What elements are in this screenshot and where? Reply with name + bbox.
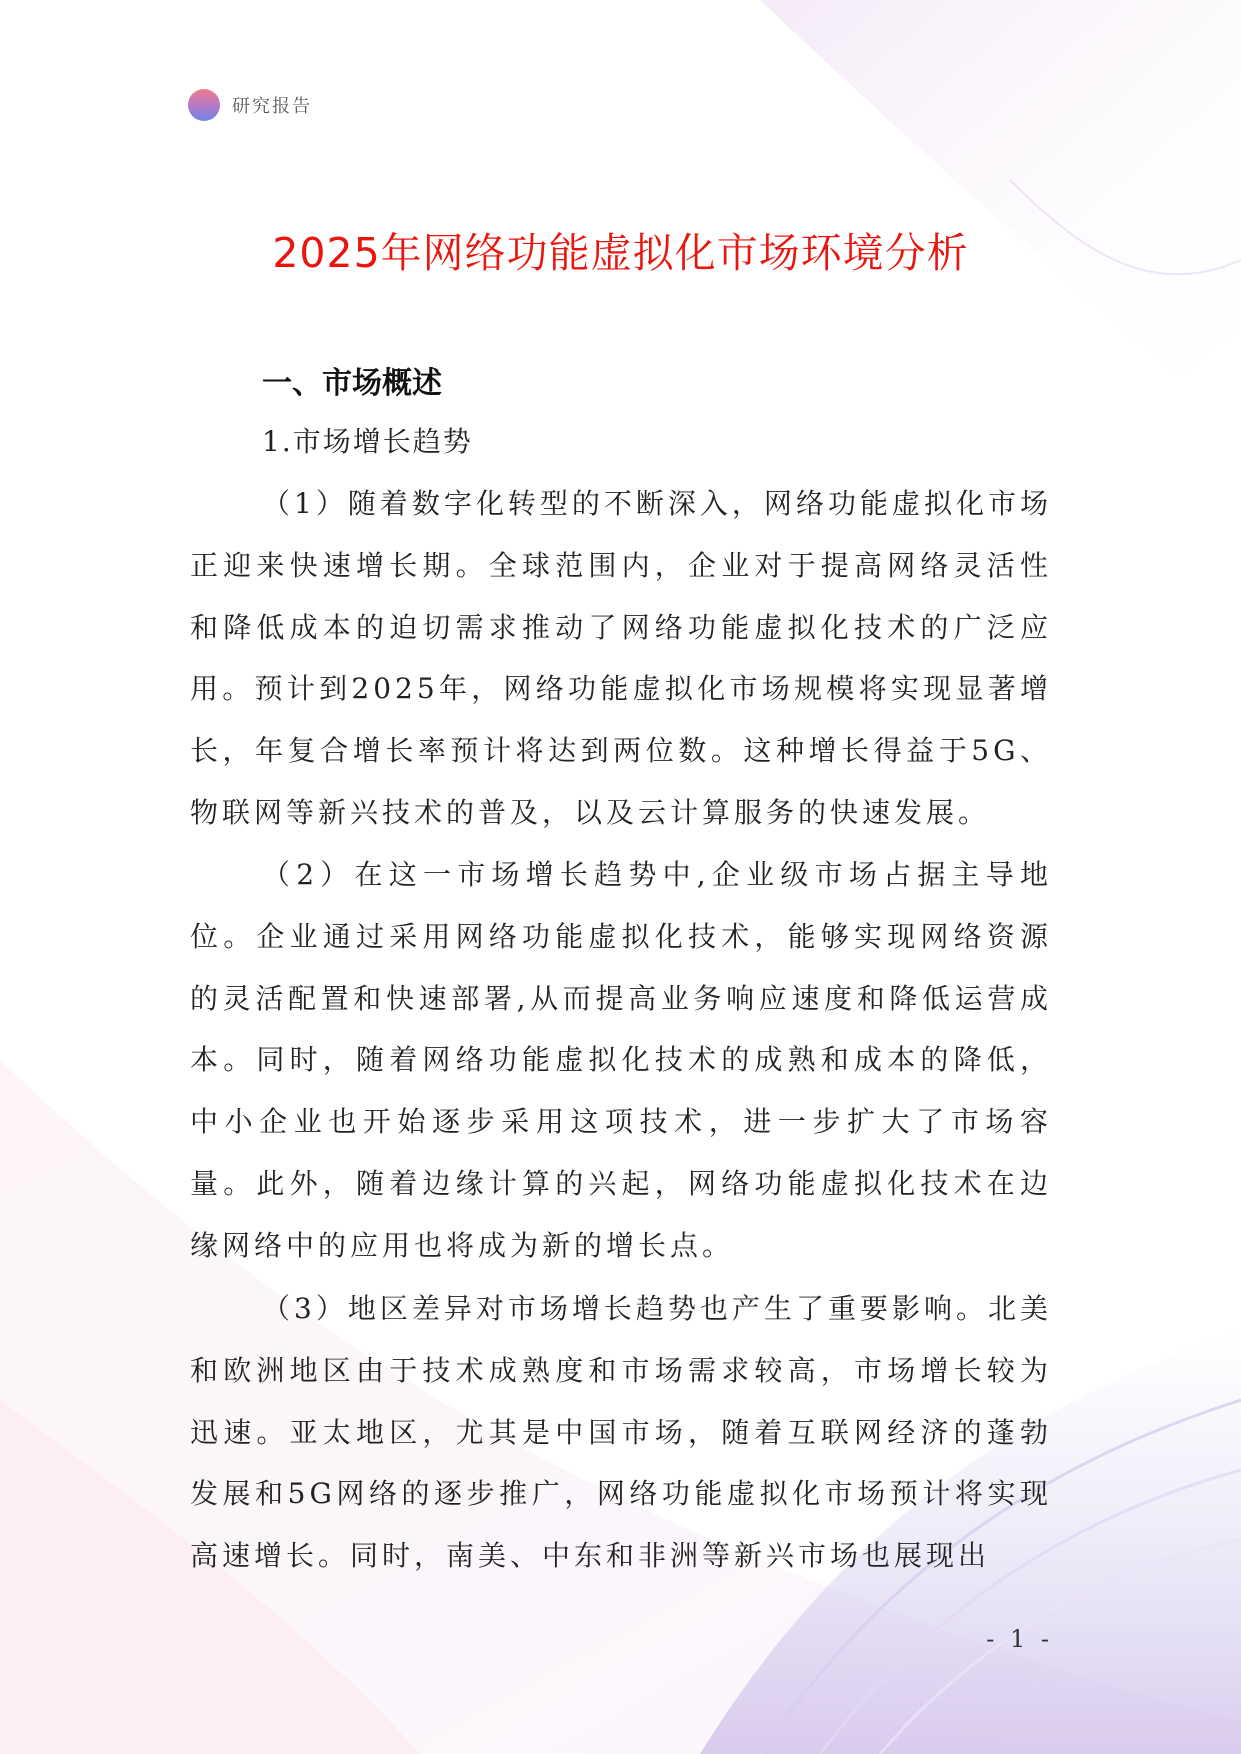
section-heading: 一、市场概述 <box>262 366 442 401</box>
body-paragraph: （2）在这一市场增长趋势中,企业级市场占据主导地位。企业通过采用网络功能虚拟化技术，能够实现网络资源的灵活配置和快速部署,从而提高业务响应速度和降低运营成本。同时，随着网络功能虚拟化技术的成熟和成本的降低，中小企业也开始逐步采用这项技术，进一步扩大了市场容量。此外，随着边缘计算的兴起，网络功能虚拟化技术在边缘网络中的应用也将成为新的增长点。 <box>190 858 1052 1262</box>
body-paragraph: （3）地区差异对市场增长趋势也产生了重要影响。北美和欧洲地区由于技术成熟度和市场需求较高，市场增长较为迅速。亚太地区，尤其是中国市场，随着互联网经济的蓬勃发展和5G网络的逐步推广，网络功能虚拟化市场预计将实现高速增长。同时，南美、中东和非洲等新兴市场也展现出 <box>190 1292 1052 1573</box>
header-label: 研究报告 <box>232 96 312 117</box>
report-header <box>188 89 312 121</box>
page-number: - 1 - <box>986 1625 1053 1653</box>
body-paragraph: （1）随着数字化转型的不断深入，网络功能虚拟化市场正迎来快速增长期。全球范围内，企业对于提高网络灵活性和降低成本的迫切需求推动了网络功能虚拟化技术的广泛应用。预计到2025年，网络功能虚拟化市场规模将实现显著增长，年复合增长率预计将达到两位数。这种增长得益于5G、物联网等新兴技术的普及，以及云计算服务的快速发展。 <box>190 487 1052 829</box>
subsection-heading: 1.市场增长趋势 <box>262 425 473 458</box>
report-logo-icon <box>188 89 220 121</box>
document-title: 2025年网络功能虚拟化市场环境分析 <box>272 229 969 277</box>
